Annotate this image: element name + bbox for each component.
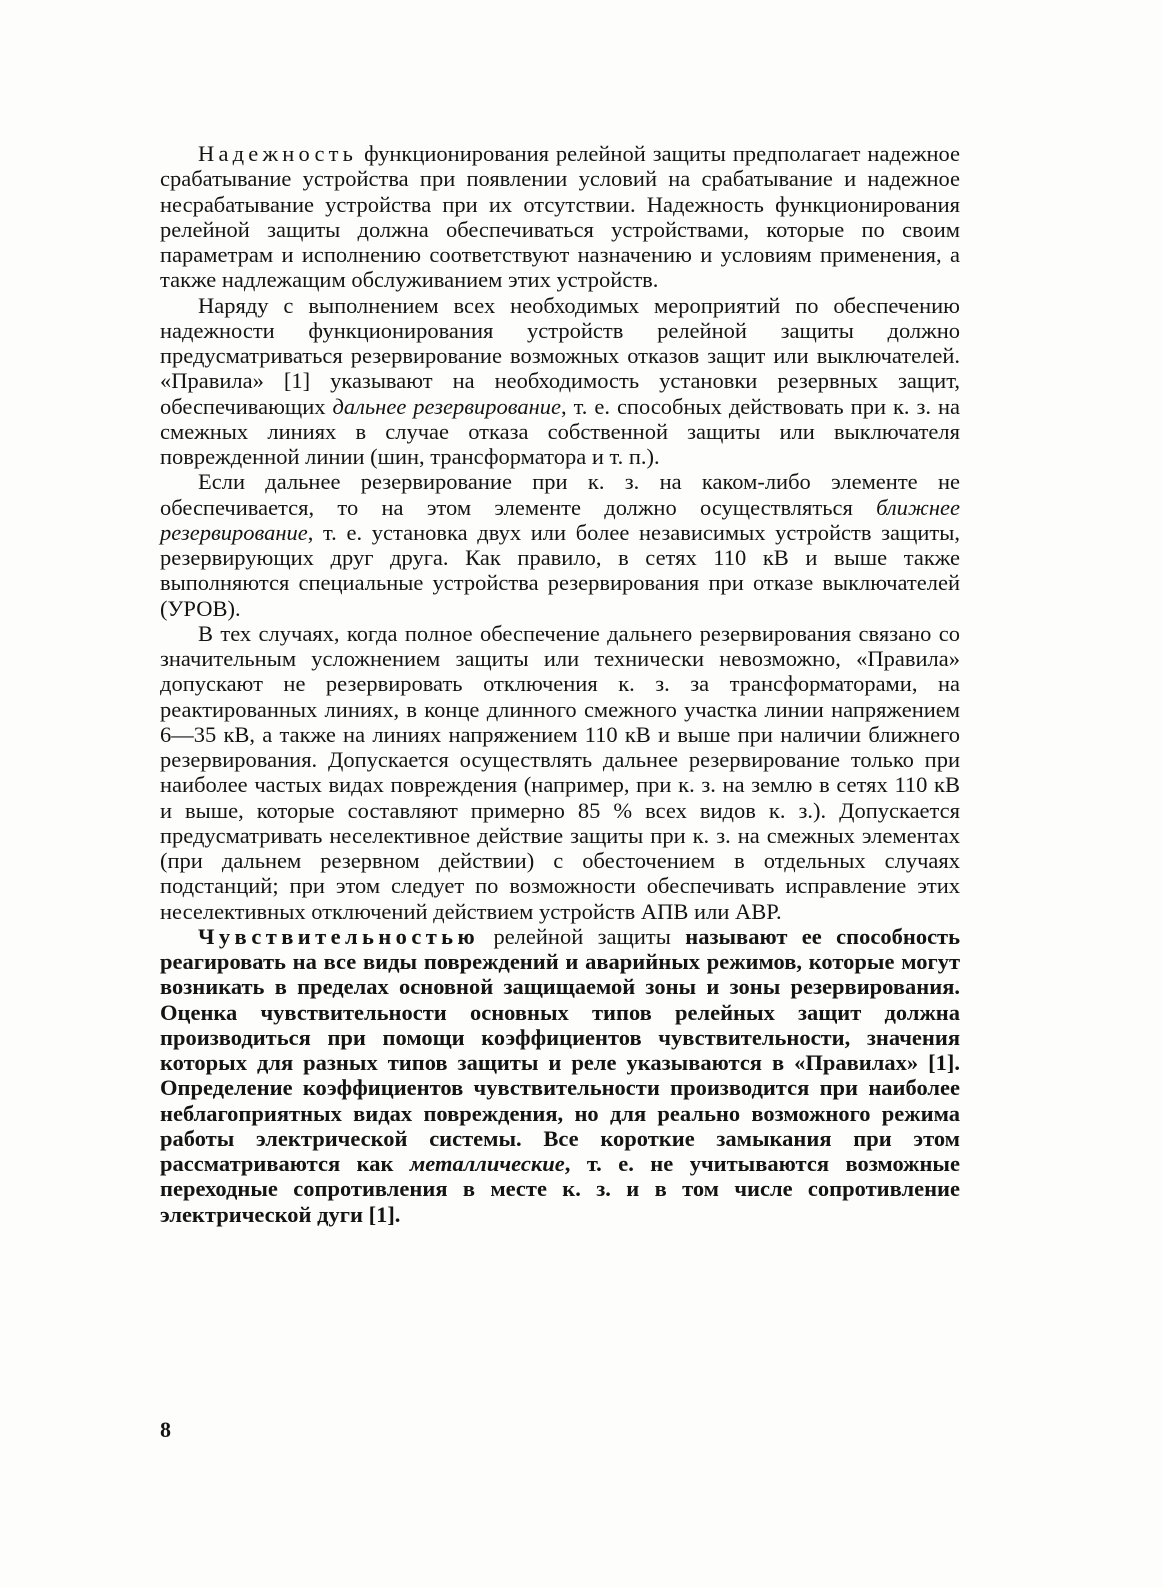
paragraph-sensitivity [160, 924, 960, 1227]
paragraph-text: Если дальнее резервирование при к. з. на каком-либо элементе не обеспечивается, то на этом элементе должно осуществляться [160, 469, 960, 520]
italic-term-metallic: металлические [409, 1151, 565, 1176]
paragraph-text: , т. е. не учитываются возможные переходные сопротивления в месте к. з. и в том числе сопротивление электрической дуги [1]. [160, 1151, 960, 1227]
paragraph-text: , т. е. способных действовать при к. з. на смежных линиях в случае отказа собственной защиты или выключателя поврежденной линии (шин, трансформатора и т. п.). [160, 393, 961, 469]
term-reliability: Надежность [198, 141, 358, 166]
paragraph-local-backup [160, 469, 960, 621]
paragraph-exceptions [160, 621, 960, 924]
italic-term-local-backup: ближнее резервирование [160, 494, 960, 545]
paragraph-text: называют ее способность реагировать на все виды повреждений и аварийных режимов, которые могут возникать в пределах основной защищаемой зоны и зоны резервирования. Оценка чувствительности основных типов релейных защит должна производиться при помощи коэффициентов чувствительности, значения которых для разных типов защиты и реле указываются в «Правилах» [1]. Определение коэффициентов чувствительности производится при наиболее неблагоприятных видах повреждения, но для реально возможного режима работы электрической системы. Все короткие замыкания при этом рассматриваются как [160, 923, 960, 1176]
paragraph-text: , т. е. установка двух или более независимых устройств защиты, резервирующих друг друга. Как правило, в сетях 110 кВ и выше также выполняются специальные устройства резервирования при отказе выключателей (УРОВ). [160, 519, 960, 621]
paragraph-text: В тех случаях, когда полное обеспечение дальнего резервирования связано со значительным усложнением защиты или технически невозможно, «Правила» допускают не резервировать отключения к. з. за трансформаторами, на реактированных линиях, в конце длинного смежного участка линии напряжением 6—35 кВ, а также на линиях напряжением 110 кВ и выше при наличии ближнего резервирования. Допускается осуществлять дальнее резервирование только при наиболее частых видах повреждения (например, при к. з. на землю в сетях 110 кВ и выше, которые составляют примерно 85 % всех видов к. з.). Допускается предусматривать неселективное действие защиты при к. з. на смежных элементах (при дальнем резервном действии) с обесточением в отдельных случаях подстанций; при этом следует по возможности обеспечивать исправление этих неселективных отключений действием устройств АПВ или АВР. [160, 620, 960, 924]
term-sensitivity: Чувствительностью [198, 923, 480, 949]
term-suffix: релейной защиты [479, 923, 671, 949]
paragraph-reliability [160, 141, 960, 293]
paragraph-remote-backup [160, 293, 960, 470]
body-text [160, 141, 960, 1227]
paragraph-text: Наряду с выполнением всех необходимых мероприятий по обеспечению надежности функционирования устройств релейной защиты должно предусматриваться резервирование возможных отказов защит или выключателей. «Правила» [1] указывают на необходимость установки резервных защит, обеспечивающих [160, 292, 960, 419]
paragraph-text: функционирования релейной защиты предполагает надежное срабатывание устройства при появлении условий на срабатывание и надежное несрабатывание устройства при их отсутствии. Надежность функционирования релейной защиты должна обеспечиваться устройствами, которые по своим параметрам и исполнению соответствуют назначению и условиям применения, а также надлежащим обслуживанием этих устройств. [160, 141, 960, 293]
italic-term-remote-backup: дальнее резервирование [332, 393, 562, 419]
page-number: 8 [160, 1417, 171, 1442]
